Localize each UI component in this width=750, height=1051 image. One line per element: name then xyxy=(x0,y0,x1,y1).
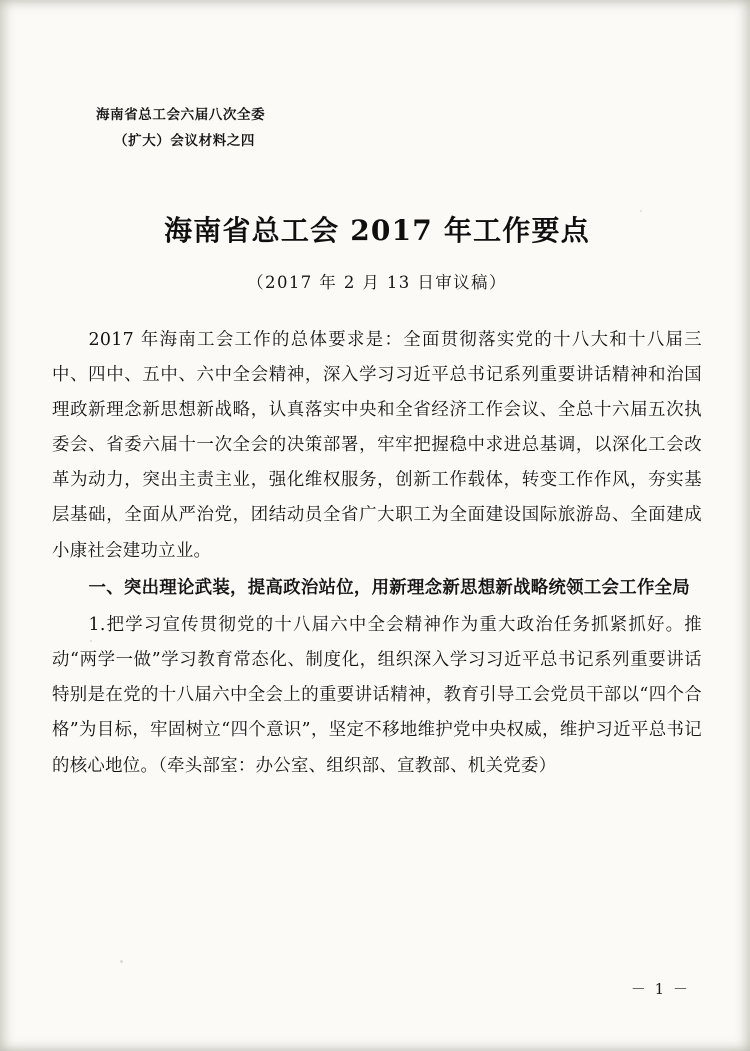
page-subtitle: （2017 年 2 月 13 日审议稿） xyxy=(247,272,507,292)
section-heading-one: 一、突出理论武装，提高政治站位，用新理念新思想新战略统领工会工作全局 xyxy=(88,577,691,598)
page-title: 海南省总工会 2017 年工作要点 xyxy=(164,213,590,247)
document-reference xyxy=(96,102,702,155)
document-body xyxy=(52,323,702,784)
paragraph-item-1: 1.把学习宣传贯彻党的十八届六中全会精神作为重大政治任务抓紧抓好。推动“两学一做”学习教育常态化、制度化，组织深入学习习近平总书记系列重要讲话特别是在党的十八届六中全会上的重要讲话精神，教育引导工会党员干部以“四个合格”为目标，牢固树立“四个意识”，坚定不移地维护党中央权威，维护习近平总书记的核心地位。（牵头部室：办公室、组织部、宣教部、机关党委） xyxy=(52,614,702,776)
paragraph-overall-requirements: 2017 年海南工会工作的总体要求是：全面贯彻落实党的十八大和十八届三中、四中、五中、六中全会精神，深入学习习近平总书记系列重要讲话精神和治国理政新理念新思想新战略，认真落实中央和全省经济工作会议、全总十六届五次执委会、省委六届十一次全会的决策部署，牢牢把握稳中求进总基调，以深化工会改革为动力，突出主责主业，强化维权服务，创新工作载体，转变工作作风，夯实基层基础，全面从严治党，团结动员全省广大职工为全面建设国际旅游岛、全面建成小康社会建功立业。 xyxy=(52,329,702,561)
page-number: － 1 － xyxy=(630,980,690,998)
page-content xyxy=(52,44,702,1015)
document-reference-line-1: 海南省总工会六届八次全委 xyxy=(96,107,266,123)
document-reference-line-2: （扩大）会议材料之四 xyxy=(114,133,255,150)
